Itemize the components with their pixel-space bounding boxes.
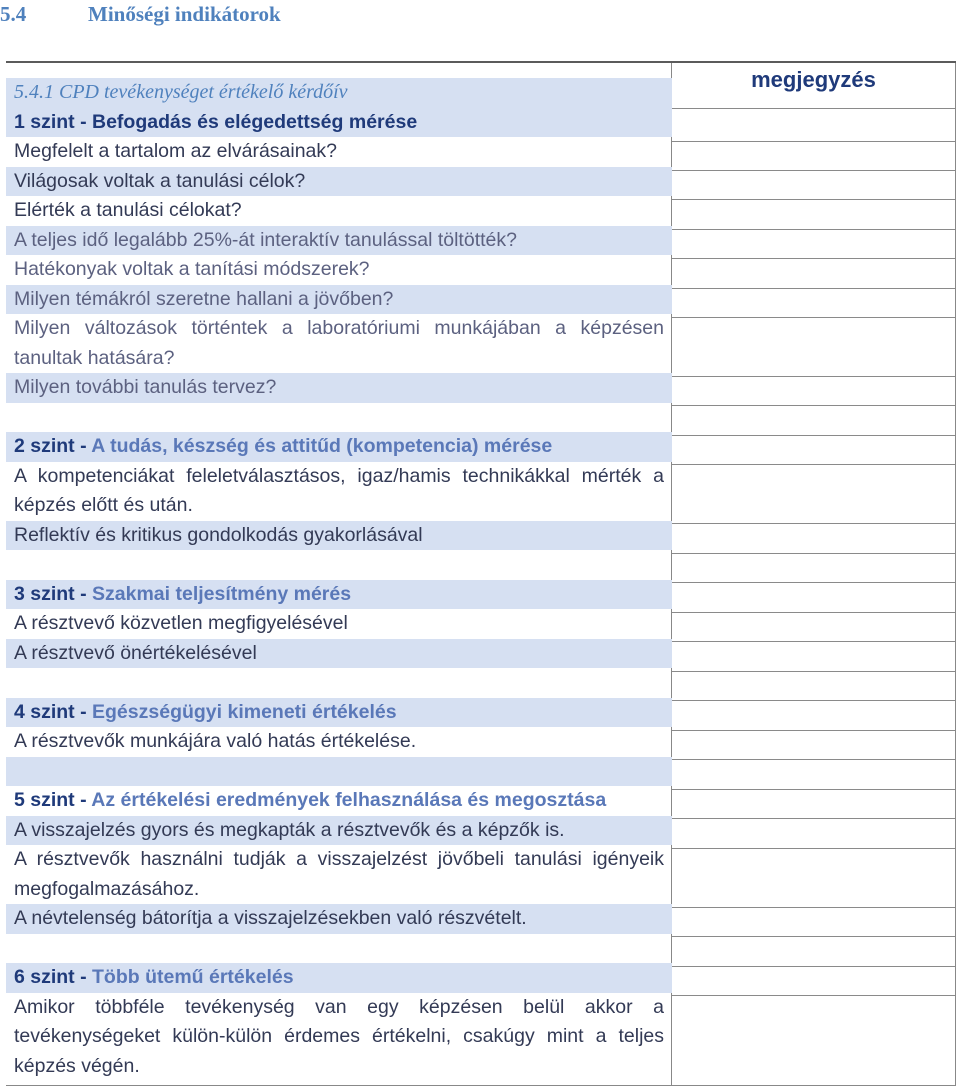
notes-column [671, 63, 956, 1085]
notes-rule [672, 317, 955, 318]
level-4-item: A résztvevők munkájára való hatás értékelése. [14, 730, 417, 752]
notes-rule [672, 759, 955, 760]
level-3-heading: 3 szint - Szakmai teljesítmény mérés [6, 580, 672, 610]
questionnaire-column [6, 63, 672, 1081]
level-1-item: Milyen témákról szeretne hallani a jövőben? [6, 285, 672, 315]
notes-rule [672, 435, 955, 436]
notes-rule [672, 229, 955, 230]
level-5-item: A visszajelzés gyors és megkapták a résztvevők és a képzők is. [6, 816, 672, 846]
notes-rule [672, 258, 955, 259]
notes-rule [672, 671, 955, 672]
notes-rule [672, 936, 955, 937]
notes-rule [672, 612, 955, 613]
notes-rule [672, 582, 955, 583]
level-1-item: A teljes idő legalább 25%-át interaktív tanulással töltötték? [6, 226, 672, 256]
notes-rule [672, 966, 955, 967]
section-title: Minőségi indikátorok [88, 2, 281, 26]
notes-rule [672, 848, 955, 849]
spacer-row [6, 757, 672, 787]
notes-rule [672, 405, 955, 406]
notes-rule [672, 700, 955, 701]
notes-column-header: megjegyzés [751, 67, 876, 92]
spacer-row [6, 63, 672, 78]
level-3-item: A résztvevő közvetlen megfigyelésével [14, 612, 348, 634]
notes-rule [672, 553, 955, 554]
notes-rule [672, 141, 955, 142]
notes-rule [672, 818, 955, 819]
level-1-item: Milyen változások történtek a laboratóriumi munkájában a képzésen tanultak hatására? [14, 317, 664, 369]
level-5-item: A névtelenség bátorítja a visszajelzésekben való részvételt. [6, 904, 672, 934]
level-3-item: A résztvevő önértékelésével [6, 639, 672, 669]
level-2-item: A kompetenciákat feleletválasztásos, igaz/hamis technikákkal mérték a képzés előtt és után. [14, 464, 664, 516]
level-1-item: Világosak voltak a tanulási célok? [6, 167, 672, 197]
notes-rule [672, 464, 955, 465]
level-6-item: Amikor többféle tevékenység van egy képzésen belül akkor a tevékenységeket külön-külön érdemes értékelni, csakúgy mint a teljes képzés végén. [14, 995, 664, 1077]
subsection-title: 5.4.1 CPD tevékenységet értékelő kérdőív [14, 81, 348, 103]
table-bottom-border [6, 1085, 956, 1086]
level-1-item: Megfelelt a tartalom az elvárásainak? [14, 140, 337, 162]
notes-rule [672, 995, 955, 996]
notes-rule [672, 641, 955, 642]
spacer-row [6, 934, 672, 964]
level-1-item: Elérték a tanulási célokat? [14, 199, 242, 221]
notes-rule [672, 789, 955, 790]
level-4-heading: 4 szint - Egészségügyi kimeneti értékelés [6, 698, 672, 728]
section-heading [0, 0, 960, 30]
notes-rule [672, 376, 955, 377]
section-number: 5.4 [0, 2, 27, 26]
notes-rule [672, 523, 955, 524]
level-5-item: A résztvevők használni tudják a visszajelzést jövőbeli tanulási igényeik megfogalmazásához. [14, 848, 664, 900]
spacer-row [6, 403, 672, 433]
level-1-item: Hatékonyak voltak a tanítási módszerek? [14, 258, 370, 280]
notes-rule [672, 730, 955, 731]
level-1-item: Milyen további tanulás tervez? [6, 373, 672, 403]
level-1-heading: 1 szint - Befogadás és elégedettség mérése [6, 108, 672, 138]
level-5-heading: 5 szint - Az értékelési eredmények felhasználása és megosztása [14, 789, 607, 811]
level-2-item: Reflektív és kritikus gondolkodás gyakorlásával [6, 521, 672, 551]
notes-rule [672, 907, 955, 908]
spacer-row [6, 550, 672, 580]
level-2-heading: 2 szint - A tudás, készség és attitűd (kompetencia) mérése [6, 432, 672, 462]
spacer-row [6, 668, 672, 698]
notes-rule [672, 288, 955, 289]
notes-rule [672, 108, 955, 109]
level-6-heading: 6 szint - Több ütemű értékelés [6, 963, 672, 993]
notes-rule [672, 199, 955, 200]
notes-rule [672, 170, 955, 171]
subsection-title-row [6, 78, 672, 108]
